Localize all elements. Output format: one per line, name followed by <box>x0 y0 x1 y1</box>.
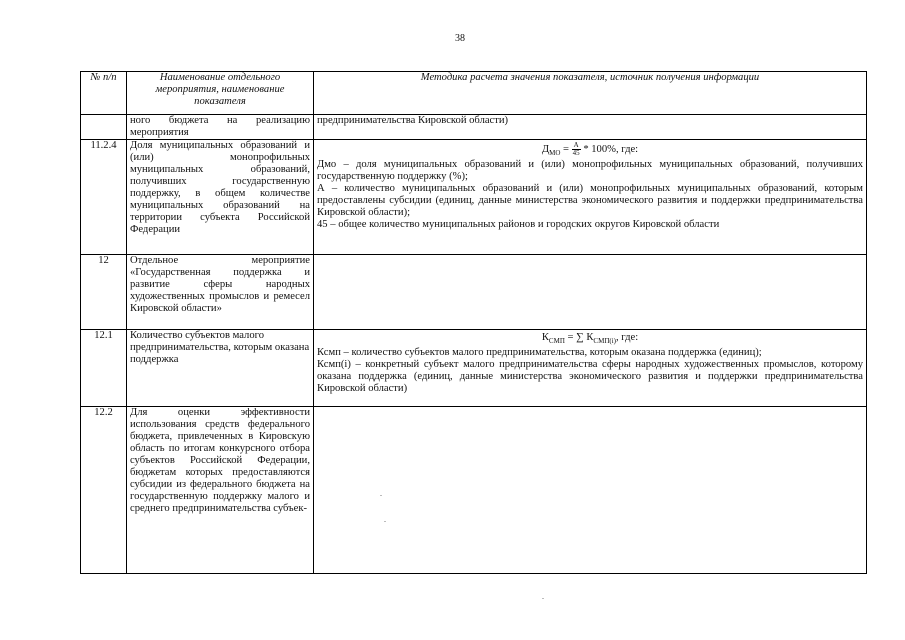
row-method: предпринимательства Кировской области) <box>314 115 867 140</box>
row-method <box>314 407 867 574</box>
row-num: 12 <box>81 255 127 330</box>
fraction: $\frac{А}{45}$ <box>572 141 580 157</box>
row-name: ного бюджета на реализацию мероприятия <box>127 115 314 140</box>
formula: $Д_{МО}$ = $\frac{А}{45}$ * 100%, где: <box>541 141 639 158</box>
row-num: 12.2 <box>81 407 127 574</box>
row-num: 12.1 <box>81 330 127 407</box>
row-num: 11.2.4 <box>81 140 127 255</box>
row-num <box>81 115 127 140</box>
scan-speck <box>380 495 382 496</box>
method-line: А – количество муниципальных образований и (или) монопрофильных муниципальных образований, которым предоставлены субсидии (единиц, данные министерства экономического развития и поддержки предпринимательства Кировской области); <box>317 183 863 219</box>
header-num: № п/п <box>81 72 127 115</box>
page-number: 38 <box>455 33 465 44</box>
table-row <box>81 330 867 407</box>
method-line: 45 – общее количество муниципальных районов и городских округов Кировской области <box>317 219 720 231</box>
header-name: Наименование отдельного мероприятия, наименование показателя <box>127 72 314 115</box>
row-name: Для оценки эффективности использования средств федерального бюджета, привлеченных в Кировскую область по итогам конкурсного отбора субъектов Российской Федерации, бюджетам которых предоставляются субсидии из федерального бюджета на государственную поддержку малого и среднего предпринимательства субъек- <box>127 407 314 574</box>
row-method <box>314 255 867 330</box>
table-row <box>81 255 867 330</box>
indicators-table <box>80 71 867 574</box>
method-line: Ксмп – количество субъектов малого предпринимательства, которым оказана поддержка (единиц); <box>317 347 762 359</box>
row-method <box>314 140 867 255</box>
method-line: Дмо – доля муниципальных образований и (или) монопрофильных муниципальных образований, получивших государственную поддержку (%); <box>317 159 863 183</box>
row-name: Отдельное мероприятие «Государственная поддержка и развитие сферы народных художественных промыслов и ремесел Кировской области» <box>127 255 314 330</box>
row-name: Доля муниципальных образований и (или) монопрофильных муниципальных образований, получивших государственную поддержку, в общем количестве муниципальных образований на территории субъекта Российской Федерации <box>127 140 314 255</box>
formula: $К_{СМП}$ = ∑ $К_{СМП(i)}$, где: <box>541 332 639 346</box>
method-line: Ксмп(i) – конкретный субъект малого предпринимательства сферы народных художественных промыслов, которому оказана поддержка (единиц, данные министерства экономического развития и поддержки предпринимательства Кировской области) <box>317 359 863 395</box>
header-method: Методика расчета значения показателя, источник получения информации <box>314 72 867 115</box>
table-row <box>81 140 867 255</box>
table-header-row <box>81 72 867 115</box>
scan-speck <box>384 521 386 522</box>
table-row <box>81 407 867 574</box>
row-name: Количество субъектов малого предпринимательства, которым оказана поддержка <box>127 330 314 407</box>
row-method <box>314 330 867 407</box>
table-row <box>81 115 867 140</box>
scan-speck <box>542 598 544 599</box>
